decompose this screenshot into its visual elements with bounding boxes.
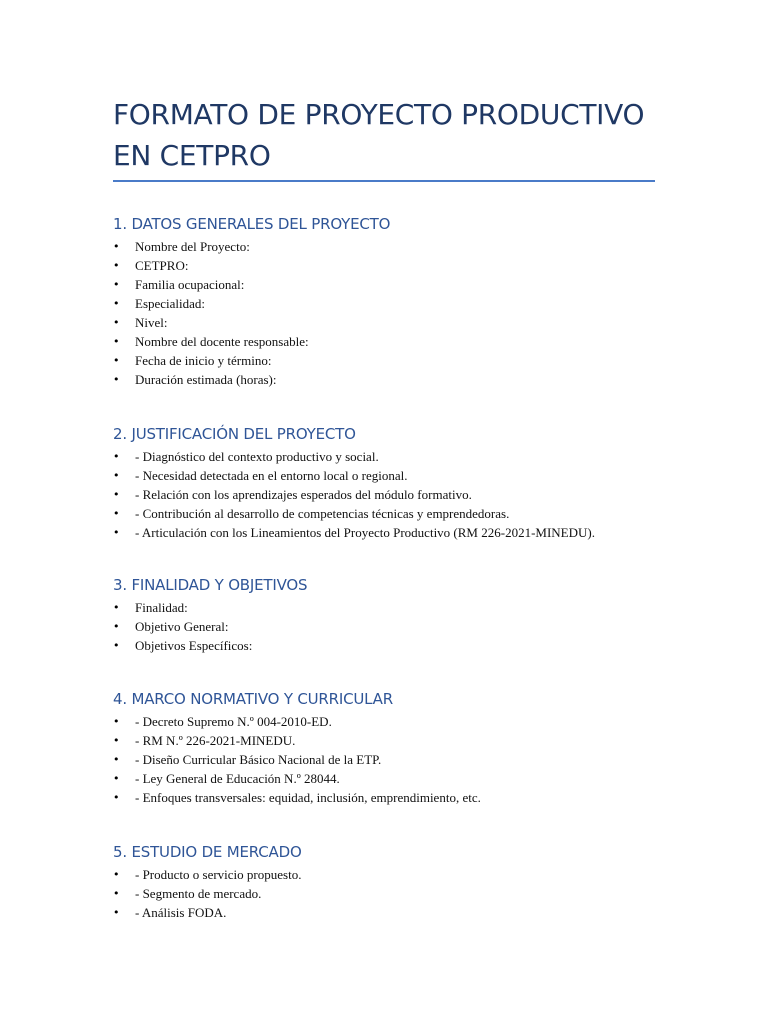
section-list (113, 712, 655, 807)
document-page (113, 94, 655, 920)
section-heading: 2. JUSTIFICACIÓN DEL PROYECTO (113, 425, 356, 443)
section-list (113, 237, 655, 389)
list-item (113, 769, 655, 788)
section-list (113, 447, 655, 542)
section-list (113, 865, 655, 922)
list-item (113, 523, 655, 542)
list-item-text: - Producto o servicio propuesto. (135, 867, 302, 882)
bullet-icon: • (113, 753, 120, 766)
section-heading: 3. FINALIDAD Y OBJETIVOS (113, 576, 308, 594)
bullet-icon: • (113, 507, 120, 520)
section-2 (113, 424, 655, 542)
bullet-icon: • (113, 639, 120, 652)
list-item-text: Finalidad: (135, 600, 188, 615)
list-item-text: - Diagnóstico del contexto productivo y social. (135, 449, 379, 464)
document-title (113, 94, 655, 176)
list-item (113, 447, 655, 466)
list-item (113, 598, 655, 617)
list-item-text: - Segmento de mercado. (135, 886, 262, 901)
list-item-text: Familia ocupacional: (135, 277, 245, 292)
bullet-icon: • (113, 526, 120, 539)
section-heading: 4. MARCO NORMATIVO Y CURRICULAR (113, 690, 393, 708)
bullet-icon: • (113, 488, 120, 501)
bullet-icon: • (113, 868, 120, 881)
list-item-text: Especialidad: (135, 296, 206, 311)
bullet-icon: • (113, 469, 120, 482)
list-item-text: - Diseño Curricular Básico Nacional de la ETP. (135, 752, 382, 767)
document-title-line-1: FORMATO DE PROYECTO PRODUCTIVO (113, 98, 645, 131)
list-item (113, 884, 655, 903)
list-item-text: - Necesidad detectada en el entorno local o regional. (135, 468, 408, 483)
list-item (113, 788, 655, 807)
list-item-text: Nombre del Proyecto: (135, 239, 250, 254)
list-item-text: - Articulación con los Lineamientos del Proyecto Productivo (RM 226-2021-MINEDU). (135, 525, 595, 540)
bullet-icon: • (113, 772, 120, 785)
bullet-icon: • (113, 259, 120, 272)
list-item-text: CETPRO: (135, 258, 189, 273)
list-item (113, 750, 655, 769)
bullet-icon: • (113, 373, 120, 386)
list-item (113, 903, 655, 922)
list-item-text: - Relación con los aprendizajes esperados del módulo formativo. (135, 487, 472, 502)
list-item (113, 466, 655, 485)
section-heading: 1. DATOS GENERALES DEL PROYECTO (113, 215, 391, 233)
list-item-text: - Enfoques transversales: equidad, inclusión, emprendimiento, etc. (135, 790, 481, 805)
title-underline-rule (113, 180, 655, 182)
section-heading: 5. ESTUDIO DE MERCADO (113, 843, 302, 861)
bullet-icon: • (113, 887, 120, 900)
section-5 (113, 842, 655, 922)
document-title-line-2: EN CETPRO (113, 139, 271, 172)
list-item (113, 351, 655, 370)
section-4 (113, 689, 655, 807)
bullet-icon: • (113, 354, 120, 367)
bullet-icon: • (113, 715, 120, 728)
list-item (113, 636, 655, 655)
section-list (113, 598, 655, 655)
list-item-text: - Contribución al desarrollo de competencias técnicas y emprendedoras. (135, 506, 510, 521)
section-3 (113, 575, 655, 655)
list-item-text: Nivel: (135, 315, 168, 330)
list-item (113, 237, 655, 256)
bullet-icon: • (113, 906, 120, 919)
bullet-icon: • (113, 240, 120, 253)
list-item-text: - Análisis FODA. (135, 905, 227, 920)
list-item (113, 275, 655, 294)
list-item-text: - Decreto Supremo N.º 004-2010-ED. (135, 714, 332, 729)
list-item (113, 865, 655, 884)
bullet-icon: • (113, 316, 120, 329)
list-item-text: Objetivo General: (135, 619, 229, 634)
bullet-icon: • (113, 734, 120, 747)
section-1 (113, 214, 655, 389)
list-item (113, 617, 655, 636)
list-item (113, 504, 655, 523)
bullet-icon: • (113, 620, 120, 633)
list-item (113, 332, 655, 351)
bullet-icon: • (113, 791, 120, 804)
list-item (113, 313, 655, 332)
list-item (113, 731, 655, 750)
list-item-text: - RM N.º 226-2021-MINEDU. (135, 733, 296, 748)
bullet-icon: • (113, 297, 120, 310)
list-item-text: Objetivos Específicos: (135, 638, 253, 653)
list-item-text: Duración estimada (horas): (135, 372, 277, 387)
list-item-text: - Ley General de Educación N.º 28044. (135, 771, 340, 786)
list-item (113, 294, 655, 313)
list-item-text: Fecha de inicio y término: (135, 353, 272, 368)
list-item (113, 485, 655, 504)
list-item (113, 712, 655, 731)
list-item (113, 256, 655, 275)
bullet-icon: • (113, 278, 120, 291)
bullet-icon: • (113, 335, 120, 348)
list-item-text: Nombre del docente responsable: (135, 334, 309, 349)
list-item (113, 370, 655, 389)
bullet-icon: • (113, 601, 120, 614)
bullet-icon: • (113, 450, 120, 463)
